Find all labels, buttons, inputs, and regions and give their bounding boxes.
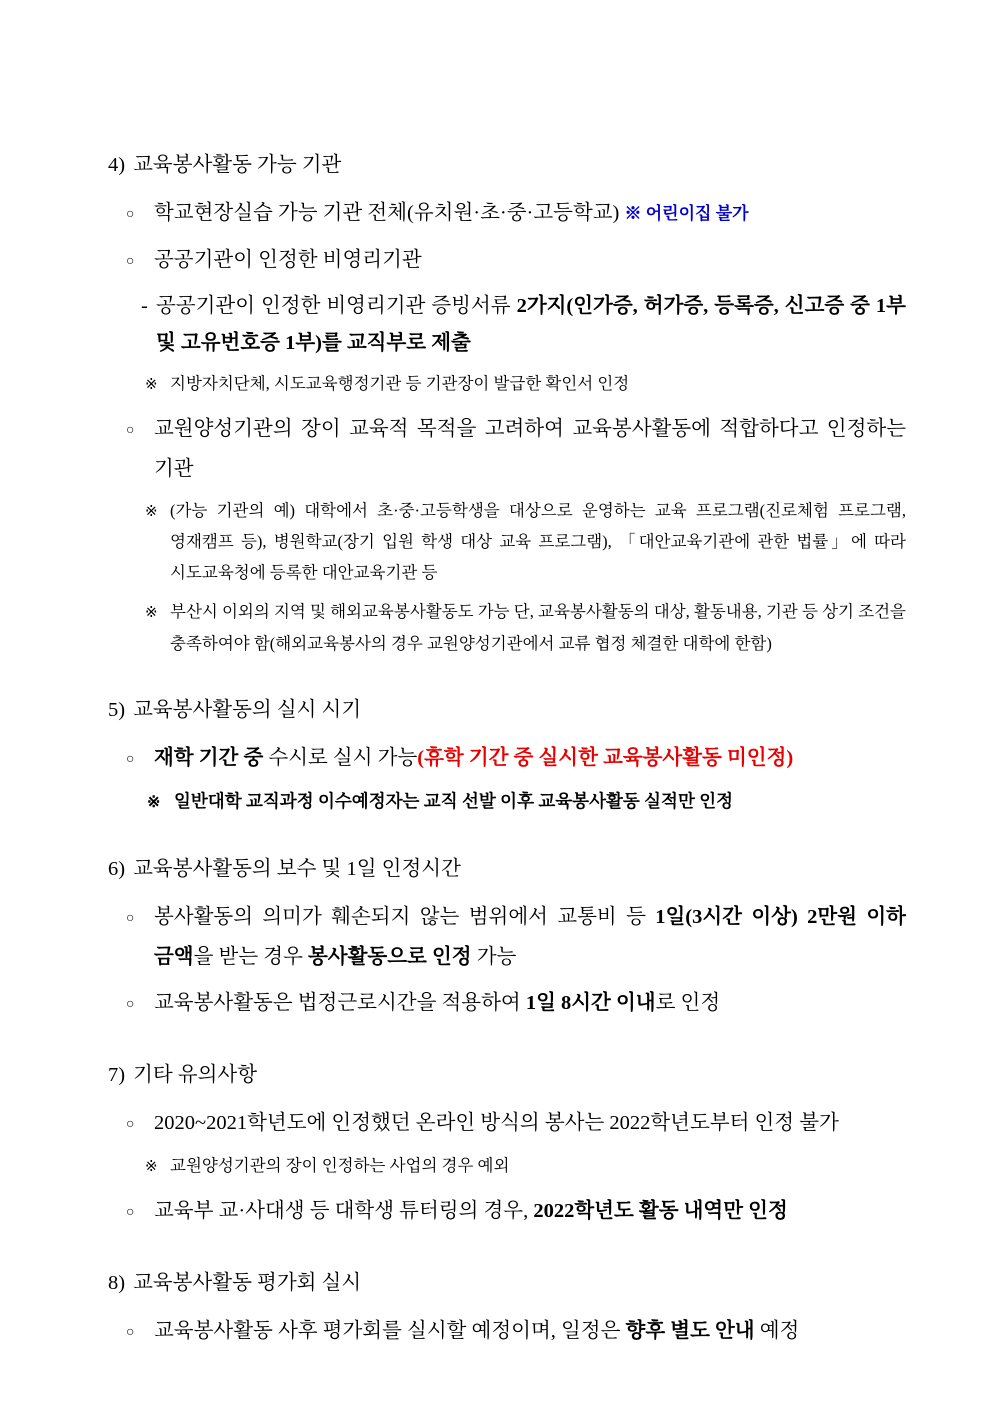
text-segment: 학교현장실습 가능 기관 전체(유치원·초·중·고등학교): [154, 202, 625, 224]
text-segment: 향후 별도 안내: [625, 1319, 755, 1342]
text-segment: 교육부 교·사대생 등 대학생 튜터링의 경우,: [154, 1199, 534, 1222]
text-segment: 교원양성기관의 장이 인정하는 사업의 경우 예외: [170, 1156, 510, 1175]
bullet-line: [108, 984, 906, 1024]
note-line: [108, 786, 906, 818]
section: [108, 850, 906, 1024]
section-title: 교육봉사활동 가능 기관: [133, 154, 342, 176]
bullet-line: [108, 1104, 906, 1144]
section-heading: [108, 1264, 906, 1302]
text-segment: 교육봉사활동은 법정근로시간을 적용하여: [154, 992, 526, 1014]
section-heading: [108, 850, 906, 888]
bullet-line: [108, 1192, 906, 1232]
text-segment: 2022학년도 활동 내역만 인정: [533, 1199, 788, 1222]
text-segment: 봉사활동의 의미가 훼손되지 않는 범위에서 교통비 등: [154, 906, 656, 928]
text-segment: 2가지(인가증, 허가증, 등록증, 신고증 중 1부 및 고유번호증 1부)를 교직부로 제출: [156, 295, 906, 354]
text-segment: 2020~2021학년도에 인정했던 온라인 방식의 봉사는 2022학년도부터 인정 불가: [154, 1112, 839, 1134]
circle-bullet-marker: ○: [126, 1324, 135, 1340]
section-title: 교육봉사활동 평가회 실시: [133, 1271, 362, 1294]
text-segment: 봉사활동으로 인정: [308, 946, 472, 968]
note-line: [108, 1151, 906, 1183]
text-segment: 교육봉사활동 사후 평가회를 실시할 예정이며, 일정은: [154, 1319, 626, 1342]
circle-bullet-marker: ○: [126, 1117, 135, 1132]
section-title: 교육봉사활동의 보수 및 1일 인정시간: [133, 858, 461, 880]
bullet-line: [108, 194, 906, 234]
reference-mark: ※: [147, 794, 161, 811]
text-segment: ※ 어린이집 불가: [624, 204, 749, 223]
text-segment: 일반대학 교직과정 이수예정자는 교직 선발 이후 교육봉사활동 실적만 인정: [174, 791, 734, 811]
circle-bullet-marker: ○: [126, 1204, 135, 1220]
text-segment: 예정: [754, 1319, 800, 1342]
section-title: 기타 유의사항: [133, 1064, 258, 1086]
section: [108, 146, 906, 659]
circle-bullet-marker: ○: [126, 752, 135, 767]
reference-mark: ※: [145, 605, 158, 621]
text-segment: 1일 8시간 이내: [525, 992, 656, 1014]
bullet-line: [108, 898, 906, 977]
reference-mark: ※: [145, 503, 158, 520]
note-line: [108, 496, 906, 589]
section-heading: [108, 146, 906, 184]
circle-bullet-marker: ○: [126, 422, 135, 438]
section-number: 8): [108, 1271, 126, 1294]
bullet-line: [108, 410, 906, 489]
text-segment: 1일(3시간 이상) 2만원 이하 금액: [154, 906, 906, 968]
text-segment: 수시로 실시 가능: [263, 747, 418, 769]
dash-line: [108, 288, 906, 362]
section: [108, 1264, 906, 1352]
circle-bullet-marker: ○: [126, 997, 135, 1012]
note-line: [108, 369, 906, 401]
section-heading: [108, 1056, 906, 1094]
section-heading: [108, 691, 906, 729]
section: [108, 691, 906, 818]
text-segment: 교원양성기관의 장이 교육적 목적을 고려하여 교육봉사활동에 적합하다고 인정하는 기관: [154, 417, 906, 480]
text-segment: 부산시 이외의 지역 및 해외교육봉사활동도 가능 단, 교육봉사활동의 대상, 활동내용, 기관 등 상기 조건을 충족하여야 함(해외교육봉사의 경우 교원양성기관에서 교류 협정 체결한 대학에 한함): [170, 602, 906, 653]
section-number: 7): [108, 1064, 126, 1086]
dash-marker: -: [141, 295, 148, 317]
text-segment: 가능: [471, 946, 517, 968]
circle-bullet-marker: ○: [126, 254, 135, 269]
bullet-line: [108, 1312, 906, 1352]
text-segment: 공공기관이 인정한 비영리기관: [154, 249, 422, 271]
section-number: 6): [108, 858, 126, 880]
bullet-line: [108, 739, 906, 779]
text-segment: 지방자치단체, 시도교육행정기관 등 기관장이 발급한 확인서 인정: [170, 374, 630, 393]
text-segment: 공공기관이 인정한 비영리기관 증빙서류: [156, 295, 517, 317]
section-number: 5): [108, 699, 126, 721]
text-segment: 을 받는 경우: [193, 946, 308, 968]
reference-mark: ※: [145, 377, 158, 393]
section: [108, 1056, 906, 1232]
text-segment: (휴학 기간 중 실시한 교육봉사활동 미인정): [417, 747, 794, 769]
note-line: [108, 597, 906, 659]
text-segment: 로 인정: [655, 992, 721, 1014]
reference-mark: ※: [145, 1159, 158, 1175]
section-title: 교육봉사활동의 실시 시기: [133, 699, 362, 721]
circle-bullet-marker: ○: [126, 911, 135, 926]
bullet-line: [108, 241, 906, 281]
text-segment: (가능 기관의 예) 대학에서 초·중·고등학생을 대상으로 운영하는 교육 프로그램(진로체험 프로그램, 영재캠프 등), 병원학교(장기 입원 학생 대상 교육 프로그램), 「대안교육기관에 관한 법률」에 따라 시도교육청에 등록한 대안교육기관 등: [170, 500, 906, 582]
text-segment: 재학 기간 중: [154, 747, 264, 769]
circle-bullet-marker: ○: [126, 207, 135, 222]
section-number: 4): [108, 154, 126, 176]
